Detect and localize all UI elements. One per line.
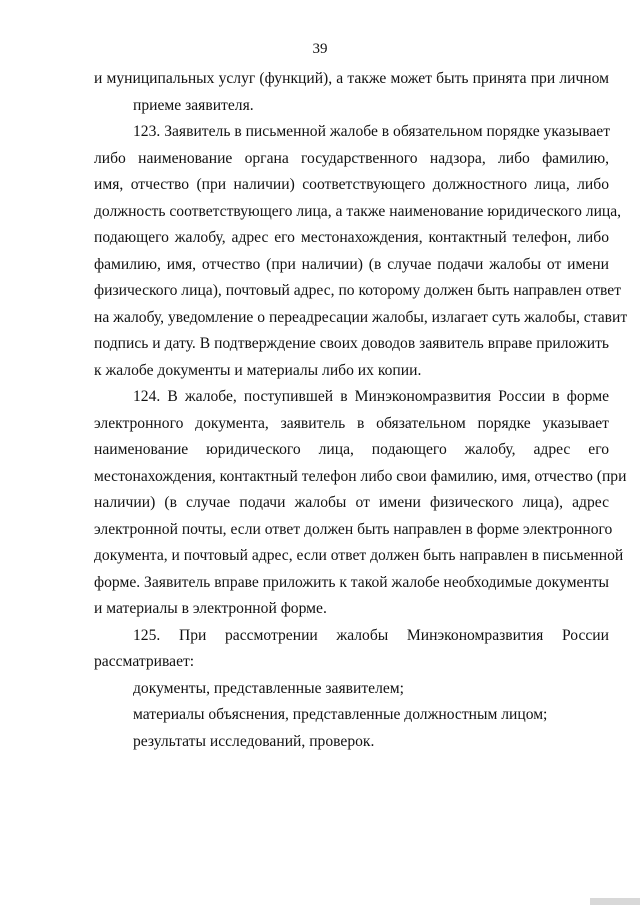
text-line: 123. Заявитель в письменной жалобе в обязательном порядке указывает [133,123,611,140]
text-line: 125. При рассмотрении жалобы Минэкономразвития России [133,626,609,644]
text-line: имя, отчество (при наличии) соответствующего должностного лица, либо [94,176,609,193]
text-line: либо наименование органа государственного надзора, либо фамилию, [94,149,609,167]
text-line: наличии) (в случае подачи жалобы от имени физического лица), адрес [94,494,609,511]
text-line: материалы объяснения, представленные должностным лицом; [133,706,548,723]
text-line: физического лица), почтовый адрес, по которому должен быть направлен ответ [94,282,622,299]
text-line: фамилию, имя, отчество (при наличии) (в случае подачи жалобы от имени [94,255,609,273]
text-line: и материалы в электронной форме. [94,600,327,617]
text-line: электронной почты, если ответ должен быть направлен в форме электронного [94,520,613,538]
body-text [94,66,628,755]
text-line: 124. В жалобе, поступившей в Минэкономразвития России в форме [133,388,609,405]
scan-edge-mark [590,898,640,905]
text-line: подающего жалобу, адрес его местонахождения, контактный телефон, либо [94,229,609,246]
page-number: 39 [312,41,328,57]
text-line: документы, представленные заявителем; [133,679,404,697]
text-line: форме. Заявитель вправе приложить к такой жалобе необходимые документы [94,573,610,591]
text-line: документа, и почтовый адрес, если ответ должен быть направлен в письменной [94,547,624,564]
text-line: приеме заявителя. [133,96,254,114]
text-line: на жалобу, уведомление о переадресации жалобы, излагает суть жалобы, ставит [94,308,628,326]
text-line: наименование юридического лица, подающего жалобу, адрес его [94,441,609,458]
text-line: результаты исследований, проверок. [133,732,375,750]
text-line: электронного документа, заявитель в обязательном порядке указывает [94,414,609,432]
text-line: и муниципальных услуг (функций), а также может быть принята при личном [94,70,609,87]
text-line: местонахождения, контактный телефон либо свои фамилию, имя, отчество (при [94,467,627,485]
text-line: рассматривает: [94,653,195,670]
text-line: к жалобе документы и материалы либо их копии. [94,361,422,379]
text-line: должность соответствующего лица, а также наименование юридического лица, [94,202,622,220]
text-line: подпись и дату. В подтверждение своих доводов заявитель вправе приложить [94,335,609,352]
